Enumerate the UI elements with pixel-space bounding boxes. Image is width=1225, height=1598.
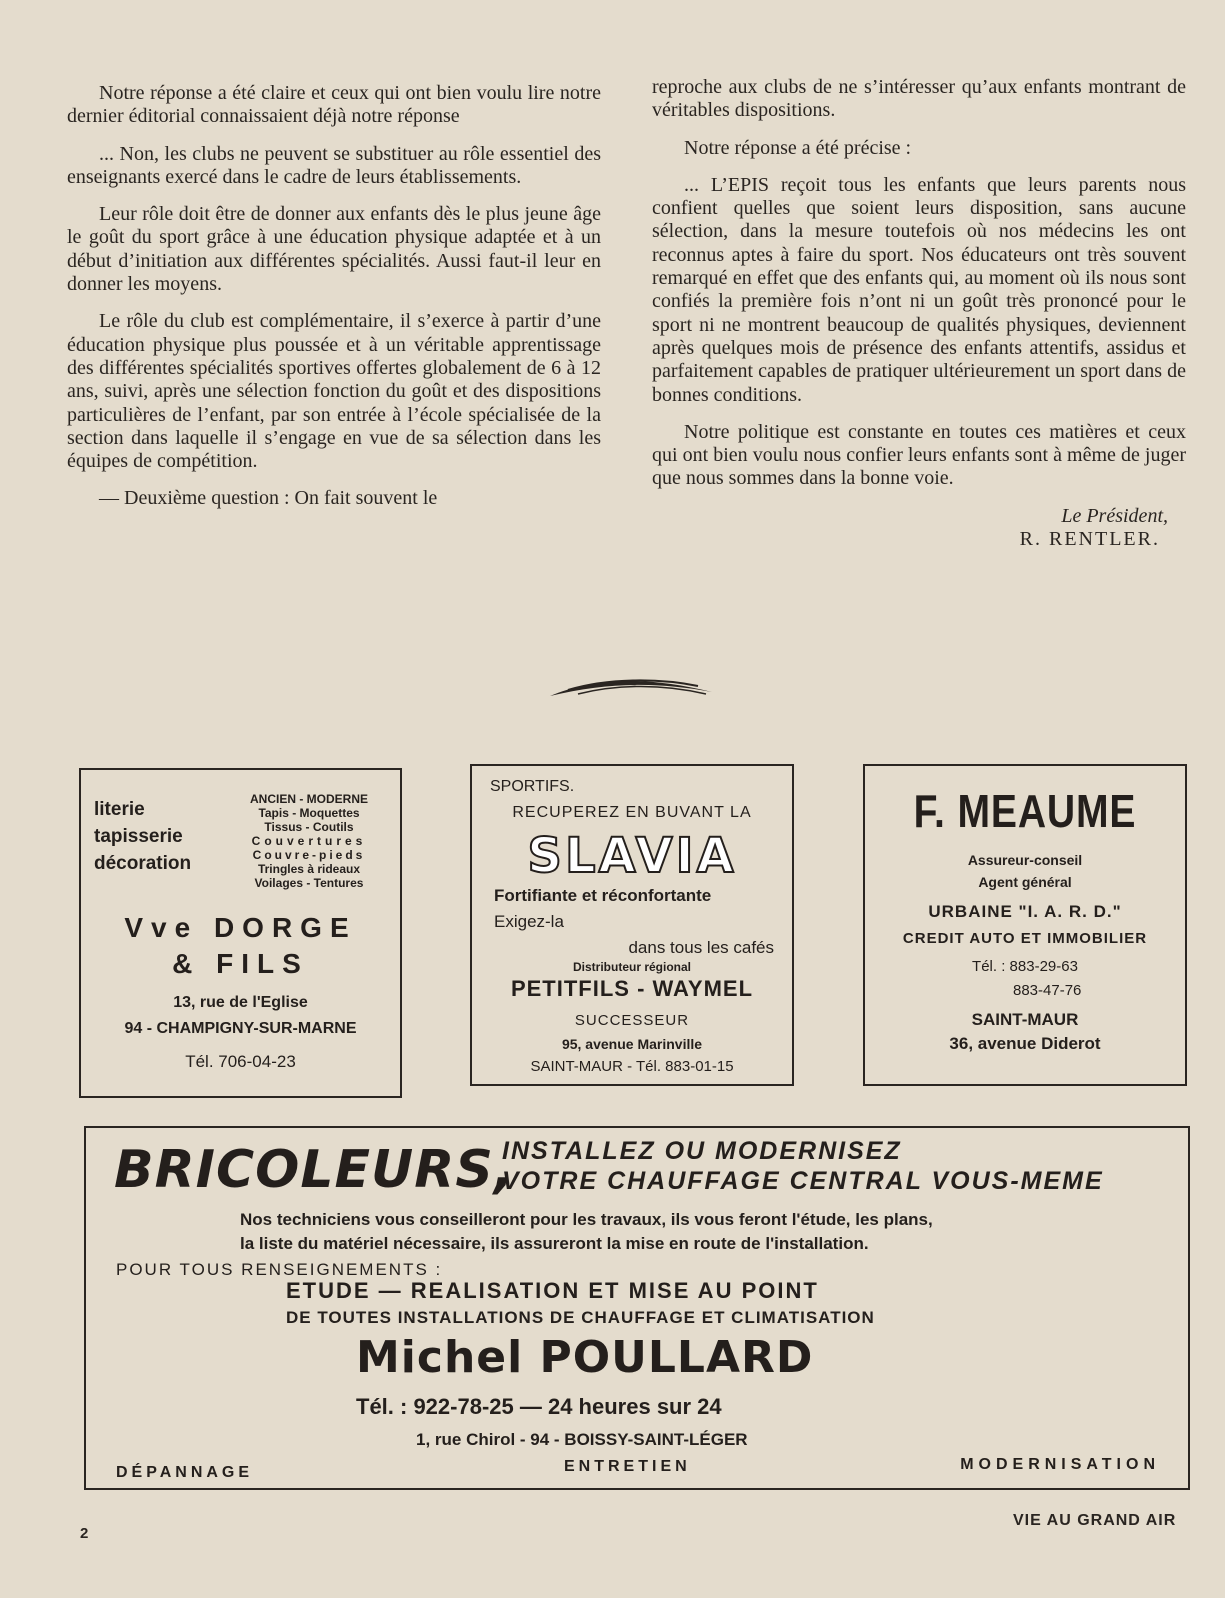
paragraph: Notre réponse a été claire et ceux qui ont bien voulu lire notre dernier éditorial connaissaient déjà notre réponse [67, 82, 601, 128]
headline: BRICOLEURS, [114, 1140, 515, 1200]
phone: Tél. : 922-78-25 — 24 heures sur 24 [356, 1394, 722, 1419]
ad-dorge [79, 768, 402, 1098]
article-right-column [652, 76, 1186, 551]
service-item: tapisserie [94, 826, 183, 847]
paragraph: — Deuxième question : On fait souvent le [99, 487, 438, 510]
business-name: F. MEAUME [913, 785, 1137, 837]
ad-slavia [470, 764, 794, 1086]
address: 36, avenue Diderot [949, 1034, 1101, 1053]
paragraph: Notre politique est constante en toutes ces matières et ceux qui ont bien voulu nous confier leurs enfants sont à même de juger que nous sommes dans la bonne voie. [652, 420, 1186, 490]
product-item: Tapis - Moquettes [258, 806, 360, 820]
article-left-column [67, 82, 601, 525]
slavia-line1: SPORTIFS. [490, 778, 575, 795]
address: 95, avenue Marinville [561, 1036, 703, 1052]
service-item: décoration [94, 853, 192, 874]
product-item: Tissus - Coutils [264, 820, 354, 834]
body-text: Nos techniciens vous conseilleront pour les travaux, ils vous feront l'étude, les plans, [240, 1210, 933, 1229]
paragraph: ... Non, les clubs ne peuvent se substituer au rôle essentiel des enseignants exercé dans le cadre de leurs établissements. [67, 142, 601, 188]
phone: 883-47-76 [1013, 982, 1082, 999]
address: 13, rue de l'Eglise [173, 994, 308, 1011]
paragraph: reproche aux clubs de ne s’intéresser qu’aux enfants montrant de véritables dispositions. [652, 76, 1186, 122]
product-item: Couvre-pieds [252, 848, 366, 862]
slavia-line2: RECUPEREZ EN BUVANT LA [512, 804, 752, 821]
footer-word: MODERNISATION [960, 1456, 1160, 1473]
product-item: Couvertures [251, 834, 367, 848]
company: URBAINE "I. A. R. D." [928, 902, 1122, 921]
title: Agent général [978, 874, 1072, 890]
title: Assureur-conseil [967, 852, 1083, 868]
tagline: Fortifiante et réconfortante [494, 886, 712, 905]
product-item: Tringles à rideaux [257, 862, 361, 876]
successor: SUCCESSEUR [574, 1012, 690, 1029]
address: 1, rue Chirol - 94 - BOISSY-SAINT-LÉGER [416, 1430, 748, 1449]
service-item: literie [94, 799, 145, 820]
footer-word: ENTRETIEN [564, 1458, 691, 1475]
slogan: INSTALLEZ OU MODERNISEZ [502, 1137, 902, 1165]
ornament-divider-icon [548, 672, 714, 700]
phone: Tél. : 883-29-63 [972, 958, 1078, 975]
distributor-label: Distributeur régional [572, 960, 691, 974]
paragraph: Le rôle du club est complémentaire, il s’exerce à partir d’une éducation physique plus poussée et à un véritable apprentissage des différentes spécialités sportives offertes globalement de 6 à 12 ans, suivi, après une sélection fonction du goût et des dispositions particulières de l’enfant, par son entrée à l’école spécialisée de la section dans laquelle il s’engage en vue de sa sélection dans les équipes de compétition. [67, 310, 601, 473]
cafes: dans tous les cafés [628, 938, 774, 957]
slogan: VOTRE CHAUFFAGE CENTRAL VOUS-MEME [502, 1167, 1104, 1195]
paragraph: ... L’EPIS reçoit tous les enfants que leurs parents nous confient quelles que soient leurs disposition, sans aucune sélection, dans la mesure toutefois où nos médecins les ont reconnus aptes à faire du sport. Nos éducateurs ont très souvent remarqué en effet que des enfants qui, au moment où ils nous sont confiés la première fois n’ont ni un goût très prononcé pour le sport ni ne montrent beaucoup de qualités physiques, deviennent après quelques mois de présence des enfants attentifs, assidus et parfaitement capables de pratiquer ultérieurement un sport dans de bonnes conditions. [652, 173, 1186, 406]
ad-poullard [84, 1126, 1190, 1490]
footer-word: DÉPANNAGE [116, 1464, 254, 1481]
business-name: Vve DORGE [124, 912, 357, 943]
info-label: POUR TOUS RENSEIGNEMENTS : [116, 1260, 443, 1279]
credit: CREDIT AUTO ET IMMOBILIER [902, 930, 1148, 947]
paragraph: Leur rôle doit être de donner aux enfants dès le plus jeune âge le goût du sport grâce à une éducation physique adaptée et à un début d’initiation aux différentes spécialités. Aussi faut-il leur en donner les moyens. [67, 203, 601, 296]
contact-name: Michel POULLARD [356, 1332, 814, 1383]
exigez: Exigez-la [494, 912, 564, 931]
signature [652, 505, 1186, 552]
signature-name: R. RENTLER. [1019, 528, 1160, 551]
city: SAINT-MAUR [971, 1010, 1079, 1029]
ad-meaume [863, 764, 1187, 1086]
phone: Tél. 706-04-23 [185, 1052, 296, 1071]
city: 94 - CHAMPIGNY-SUR-MARNE [124, 1020, 357, 1037]
brand-name: SLAVIA [527, 828, 737, 884]
paragraph: Notre réponse a été précise : [684, 136, 912, 159]
page-number: 2 [80, 1525, 89, 1542]
business-name-line2: & FILS [172, 948, 309, 979]
city-phone: SAINT-MAUR - Tél. 883-01-15 [530, 1058, 734, 1075]
magazine-title: VIE AU GRAND AIR [1013, 1512, 1177, 1529]
product-item: ANCIEN - MODERNE [249, 792, 368, 806]
distributor-name: PETITFILS - WAYMEL [510, 976, 754, 1001]
product-item: Voilages - Tentures [254, 876, 364, 890]
service: DE TOUTES INSTALLATIONS DE CHAUFFAGE ET CLIMATISATION [286, 1308, 875, 1327]
signature-role: Le Président, [1061, 504, 1168, 527]
service: ETUDE — REALISATION ET MISE AU POINT [286, 1278, 819, 1303]
body-text: la liste du matériel nécessaire, ils assureront la mise en route de l'installation. [240, 1234, 869, 1253]
